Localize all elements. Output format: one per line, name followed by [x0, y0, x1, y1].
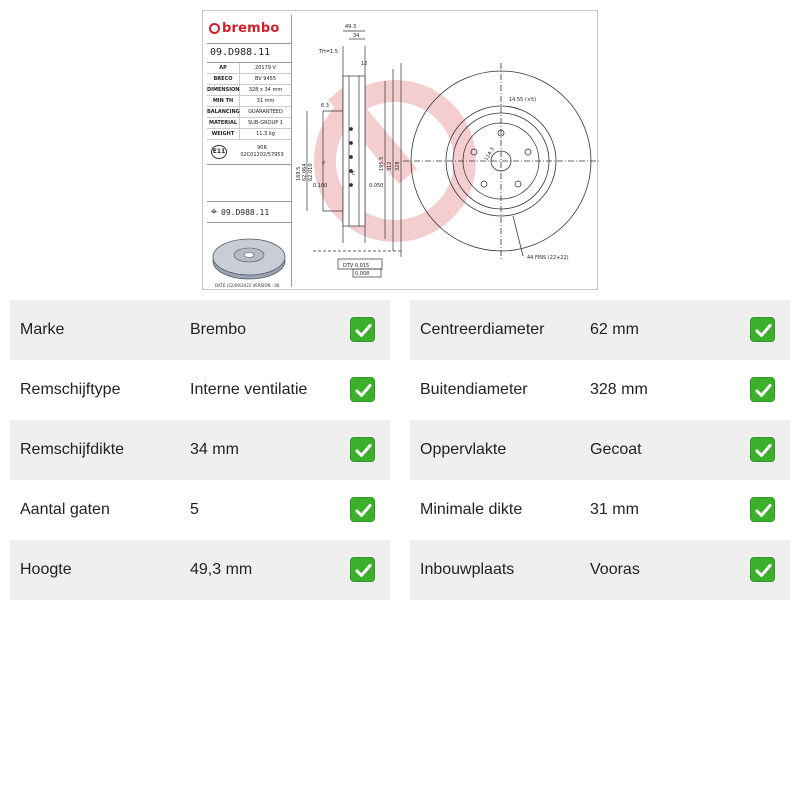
spec-label: Marke — [20, 321, 65, 338]
spec-label: Inbouwplaats — [420, 561, 515, 578]
spec-row-buitendiameter — [410, 360, 790, 420]
spec-key: MIN TH — [207, 96, 240, 106]
svg-text:62.064: 62.064 — [302, 163, 308, 181]
svg-text:14.55 (×5): 14.55 (×5) — [509, 97, 537, 103]
spec-value: Vooras — [590, 561, 640, 578]
spec-row-ap — [207, 63, 291, 74]
spec-row-min-th — [207, 96, 291, 107]
technical-drawing — [202, 10, 598, 290]
spec-row-inbouwplaats — [410, 540, 790, 600]
spec-label: Remschijftype — [20, 381, 121, 398]
spec-value: GUARANTEED — [248, 109, 283, 115]
spec-row-remschijftype — [10, 360, 390, 420]
spec-row-centreerdiameter — [410, 300, 790, 360]
brembo-logo-mark-icon — [209, 23, 220, 34]
spec-value: Gecoat — [590, 441, 642, 458]
spec-value: Interne ventilatie — [190, 381, 308, 398]
check-mark-icon — [350, 437, 375, 462]
svg-text:0.100: 0.100 — [313, 183, 328, 189]
certification-row — [207, 140, 291, 165]
spec-label: Aantal gaten — [20, 501, 110, 518]
brembo-logo — [209, 21, 280, 36]
spec-value: 11.3 kg — [256, 131, 275, 137]
spec-key: DIMENSION — [207, 87, 240, 93]
spec-label: Minimale dikte — [420, 501, 523, 518]
spec-value: 31 mm — [256, 98, 275, 104]
spec-row-dimension — [207, 85, 291, 96]
brand-row — [207, 15, 291, 44]
check-mark-icon — [750, 317, 775, 342]
svg-text:0.008: 0.008 — [355, 271, 370, 277]
spec-column-right — [410, 300, 790, 600]
svg-text:TH=1.5: TH=1.5 — [319, 49, 338, 55]
spec-label: Centreerdiameter — [420, 321, 545, 338]
date-version-line: DATE (22/09/2022 VERSION : 00 — [215, 283, 280, 288]
svg-text:62.010: 62.010 — [308, 163, 314, 181]
spec-row-marke — [10, 300, 390, 360]
spec-label: Remschijfdikte — [20, 441, 125, 458]
spec-label: Hoogte — [20, 561, 72, 578]
cert-line: 02C01202/57953 — [240, 152, 284, 158]
svg-text:44 FINS (22+22): 44 FINS (22+22) — [527, 255, 569, 261]
check-mark-icon — [750, 437, 775, 462]
spec-value: BV 9455 — [254, 76, 276, 82]
check-mark-icon — [750, 557, 775, 582]
spec-value: 328 mm — [590, 381, 648, 398]
svg-text:P: P — [322, 161, 326, 167]
brand-logo-text: brembo — [222, 21, 280, 36]
svg-text:DTV 0.015: DTV 0.015 — [343, 263, 370, 269]
spec-column-left — [10, 300, 390, 600]
spec-value: 20179 V — [255, 65, 276, 71]
disc-product-image — [207, 227, 291, 287]
spec-key: AP — [207, 63, 240, 73]
spec-value: 34 mm — [190, 441, 239, 458]
svg-text:C: C — [352, 171, 356, 177]
spec-value: SUB-GROUP 1 — [248, 120, 283, 126]
svg-text:6.3: 6.3 — [321, 103, 329, 109]
svg-text:195.5: 195.5 — [379, 156, 385, 171]
spec-key: WEIGHT — [207, 129, 240, 139]
spec-label: Buitendiameter — [420, 381, 528, 398]
spec-label: Oppervlakte — [420, 441, 507, 458]
spec-key: BALANCING — [207, 109, 240, 115]
spec-row-aantal-gaten — [10, 480, 390, 540]
check-mark-icon — [350, 557, 375, 582]
check-mark-icon — [350, 497, 375, 522]
check-mark-icon — [750, 497, 775, 522]
spec-row-hoogte — [10, 540, 390, 600]
svg-text:49.3: 49.3 — [345, 24, 357, 30]
svg-text:169.5: 169.5 — [296, 166, 302, 181]
spec-value: 49,3 mm — [190, 561, 253, 578]
spec-key: MATERIAL — [207, 118, 240, 128]
spec-row-minimale-dikte — [410, 480, 790, 540]
check-mark-icon — [750, 377, 775, 402]
svg-text:328: 328 — [395, 161, 401, 171]
cert-line: 90R — [257, 145, 267, 151]
spec-row-material — [207, 118, 291, 129]
check-mark-icon — [350, 377, 375, 402]
footer-part-number: 09.D988.11 — [221, 208, 270, 217]
spec-value: 62 mm — [590, 321, 639, 338]
spec-row-breco — [207, 74, 291, 85]
spec-row-balancing — [207, 107, 291, 118]
spec-value: 328 x 34 mm — [248, 87, 283, 93]
brake-disc-symbol-icon: ⌖ — [210, 205, 218, 218]
svg-text:312: 312 — [387, 161, 393, 171]
certification-text — [233, 145, 291, 159]
svg-text:0.050: 0.050 — [369, 183, 384, 189]
svg-text:12: 12 — [361, 61, 368, 67]
footer-part-row — [207, 201, 291, 223]
check-mark-icon — [350, 317, 375, 342]
e-mark-icon: E11 — [211, 145, 227, 159]
svg-text:34: 34 — [353, 33, 360, 39]
svg-text:114.3: 114.3 — [483, 146, 496, 162]
spec-row-weight — [207, 129, 291, 140]
spec-value: 5 — [190, 501, 199, 518]
spec-value: Brembo — [190, 321, 247, 338]
spec-row-oppervlakte — [410, 420, 790, 480]
info-panel — [207, 15, 292, 287]
spec-value: 31 mm — [590, 501, 639, 518]
spec-row-remschijfdikte — [10, 420, 390, 480]
part-number: 09.D988.11 — [207, 44, 291, 63]
spec-key: BRECO — [207, 74, 240, 84]
